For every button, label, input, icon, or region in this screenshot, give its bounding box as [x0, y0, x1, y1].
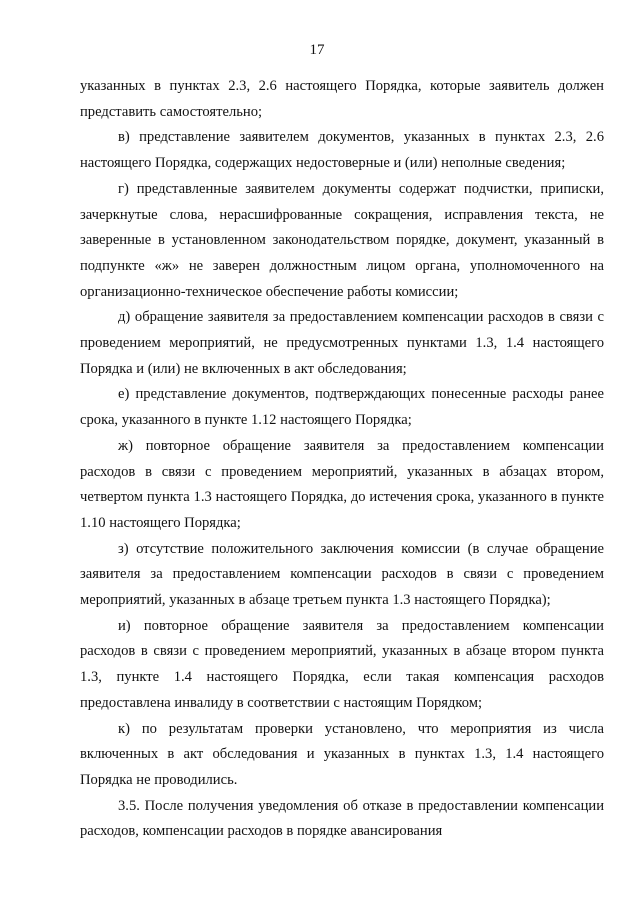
- document-body: [80, 74, 604, 845]
- paragraph-section-3-5: 3.5. После получения уведомления об отказе в предоставлении компенсации расходов, компенсации расходов в порядке авансирования: [80, 797, 604, 840]
- paragraph-item-g: г) представленные заявителем документы содержат подчистки, приписки, зачеркнутые слова, нерасшифрованные сокращения, исправления текста, не заверенные в установленном законодательством порядке, документ, указанный в подпункте «ж» не заверен должностным лицом органа, уполномоченного на организационно-техническое обеспечение работы комиссии;: [80, 180, 604, 300]
- page-number: 17: [309, 42, 325, 58]
- paragraph-item-e: е) представление документов, подтверждающих понесенные расходы ранее срока, указанного в пункте 1.12 настоящего Порядка;: [80, 386, 604, 429]
- paragraph-item-i: и) повторное обращение заявителя за предоставлением компенсации расходов в связи с проведением мероприятий, указанных в абзаце втором пункта 1.3, пункте 1.4 настоящего Порядка, если такая компенсация расходов предоставлена инвалиду в соответствии с настоящим Порядком;: [80, 617, 604, 711]
- paragraph-item-k: к) по результатам проверки установлено, что мероприятия из числа включенных в акт обследования и указанных в пунктах 1.3, 1.4 настоящего Порядка не проводились.: [80, 720, 604, 788]
- paragraph-item-d: д) обращение заявителя за предоставлением компенсации расходов в связи с проведением мероприятий, не предусмотренных пунктами 1.3, 1.4 настоящего Порядка и (или) не включенных в акт обследования;: [80, 309, 604, 377]
- paragraph-item-v: в) представление заявителем документов, указанных в пунктах 2.3, 2.6 настоящего Порядка, содержащих недостоверные и (или) неполные сведения;: [80, 129, 604, 172]
- paragraph-item-z: з) отсутствие положительного заключения комиссии (в случае обращение заявителя за предоставлением компенсации расходов в связи с проведением мероприятий, указанных в абзаце третьем пункта 1.3 настоящего Порядка);: [80, 540, 604, 609]
- paragraph-item-zh: ж) повторное обращение заявителя за предоставлением компенсации расходов в связи с проведением мероприятий, указанных в абзацах втором, четвертом пункта 1.3 настоящего Порядка, до истечения срока, указанного в пункте 1.10 настоящего Порядка;: [80, 437, 604, 531]
- paragraph-continuation: указанных в пунктах 2.3, 2.6 настоящего Порядка, которые заявитель должен представить самостоятельно;: [80, 78, 604, 120]
